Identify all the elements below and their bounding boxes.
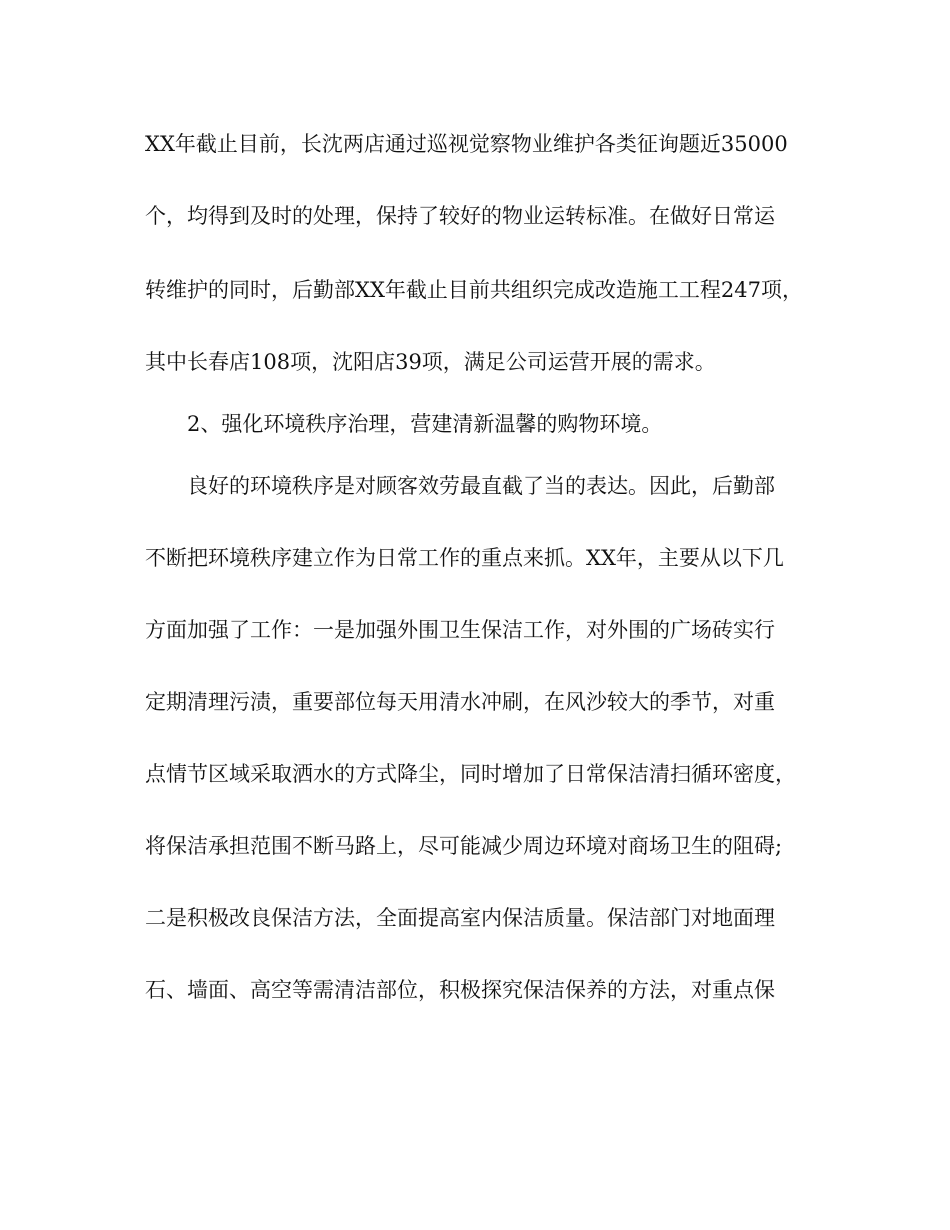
text-line: 二是积极改良保洁方法，全面提高室内保洁质量。保洁部门对地面理 [145,906,775,930]
text-line: 其中长春店108项，沈阳店39项，满足公司运营开展的需求。 [145,350,716,374]
text-line: 点情节区域采取洒水的方式降尘，同时增加了日常保洁清扫循环密度， [145,762,796,786]
text-line: XX年截止目前，长沈两店通过巡视觉察物业维护各类征询题近35000 [145,132,788,156]
text-line: 个，均得到及时的处理，保持了较好的物业运转标准。在做好日常运 [145,204,775,228]
text-line: 石、墙面、高空等需清洁部位，积极探究保洁保养的方法，对重点保 [145,978,775,1002]
section-heading: 2、强化环境秩序治理，营建清新温馨的购物环境。 [187,412,663,436]
paragraph-first-line: 良好的环境秩序是对顾客效劳最直截了当的表达。因此，后勤部 [187,474,775,498]
text-line: 将保洁承担范围不断马路上，尽可能减少周边环境对商场卫生的阻碍; [145,834,783,858]
text-line: 方面加强了工作：一是加强外围卫生保洁工作，对外围的广场砖实行 [145,618,775,642]
text-line: 定期清理污渍，重要部位每天用清水冲刷，在风沙较大的季节，对重 [145,690,775,714]
text-line: 不断把环境秩序建立作为日常工作的重点来抓。XX年，主要从以下几 [145,546,784,570]
text-line: 转维护的同时，后勤部XX年截止目前共组织完成改造施工工程247项， [145,278,803,302]
